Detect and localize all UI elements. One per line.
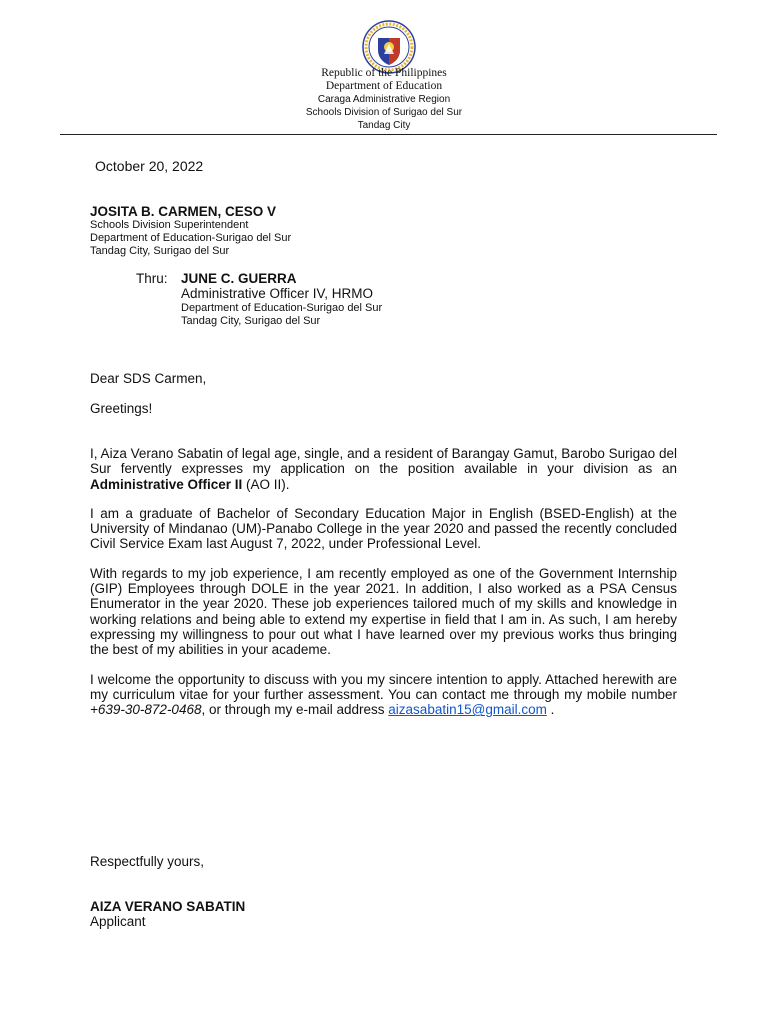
header-divider <box>60 134 717 135</box>
signatory-name: AIZA VERANO SABATIN <box>90 899 246 914</box>
paragraph-education: I am a graduate of Bachelor of Secondary Education Major in English (BSED-English) at the University of Mindanao (UM)-Panabo College in the year 2020 and passed the recently concluded Civil Service Exam last August 7, 2022, under Professional Level. <box>90 505 677 552</box>
recipient-block <box>90 204 291 258</box>
email-link[interactable]: aizasabatin15@gmail.com <box>388 702 547 718</box>
thru-name: JUNE C. GUERRA <box>181 271 297 286</box>
thru-block <box>181 271 382 328</box>
greeting: Greetings! <box>90 401 153 416</box>
recipient-office: Department of Education-Surigao del Sur <box>90 232 292 244</box>
header-department: Department of Education <box>325 80 443 92</box>
deped-seal-logo <box>362 20 416 74</box>
closing: Respectfully yours, <box>90 854 205 869</box>
thru-label: Thru: <box>136 271 168 286</box>
paragraph-application: I, Aiza Verano Sabatin of legal age, single, and a resident of Barangay Gamut, Barobo Surigao del Sur fervently expresses my application on the position available in your division as an Administrative Officer II (AO II). <box>90 446 677 492</box>
paragraph-contact: I welcome the opportunity to discuss with you my sincere intention to apply. Attached herewith are my curriculum vitae for your further assessment. You can contact me through my mobile number +639-30-872-0468, or through my e-mail address aizasabatin15@gmail.com . <box>90 671 677 718</box>
letter-date: October 20, 2022 <box>95 158 204 174</box>
recipient-address: Tandag City, Surigao del Sur <box>90 245 230 257</box>
signatory-role: Applicant <box>90 914 146 929</box>
header-city: Tandag City <box>357 120 411 131</box>
recipient-name: JOSITA B. CARMEN, CESO V <box>90 204 277 219</box>
letter-body <box>90 446 677 717</box>
paragraph-experience: With regards to my job experience, I am recently employed as one of the Government Internship (GIP) Employees through DOLE in the year 2021. In addition, I also worked as a PSA Census Enumerator in the year 2020. These job experiences tailored much of my skills and knowledge in working relations and being able to extend my expertise in field that I am in. As such, I am hereby expressing my willingness to pour out what I have learned over my previous works thus bringing the best of my abilities in your academe. <box>90 565 677 658</box>
header-division: Schools Division of Surigao del Sur <box>305 107 463 118</box>
thru-address: Tandag City, Surigao del Sur <box>181 315 321 327</box>
salutation: Dear SDS Carmen, <box>90 371 207 386</box>
position-title: Administrative Officer II <box>90 476 243 492</box>
thru-title: Administrative Officer IV, HRMO <box>181 286 374 301</box>
phone-number: +639-30-872-0468 <box>90 702 202 718</box>
header-republic: Republic of the Philippines <box>321 67 447 79</box>
recipient-title: Schools Division Superintendent <box>90 219 249 231</box>
header-region: Caraga Administrative Region <box>317 94 451 105</box>
thru-office: Department of Education-Surigao del Sur <box>181 302 383 314</box>
